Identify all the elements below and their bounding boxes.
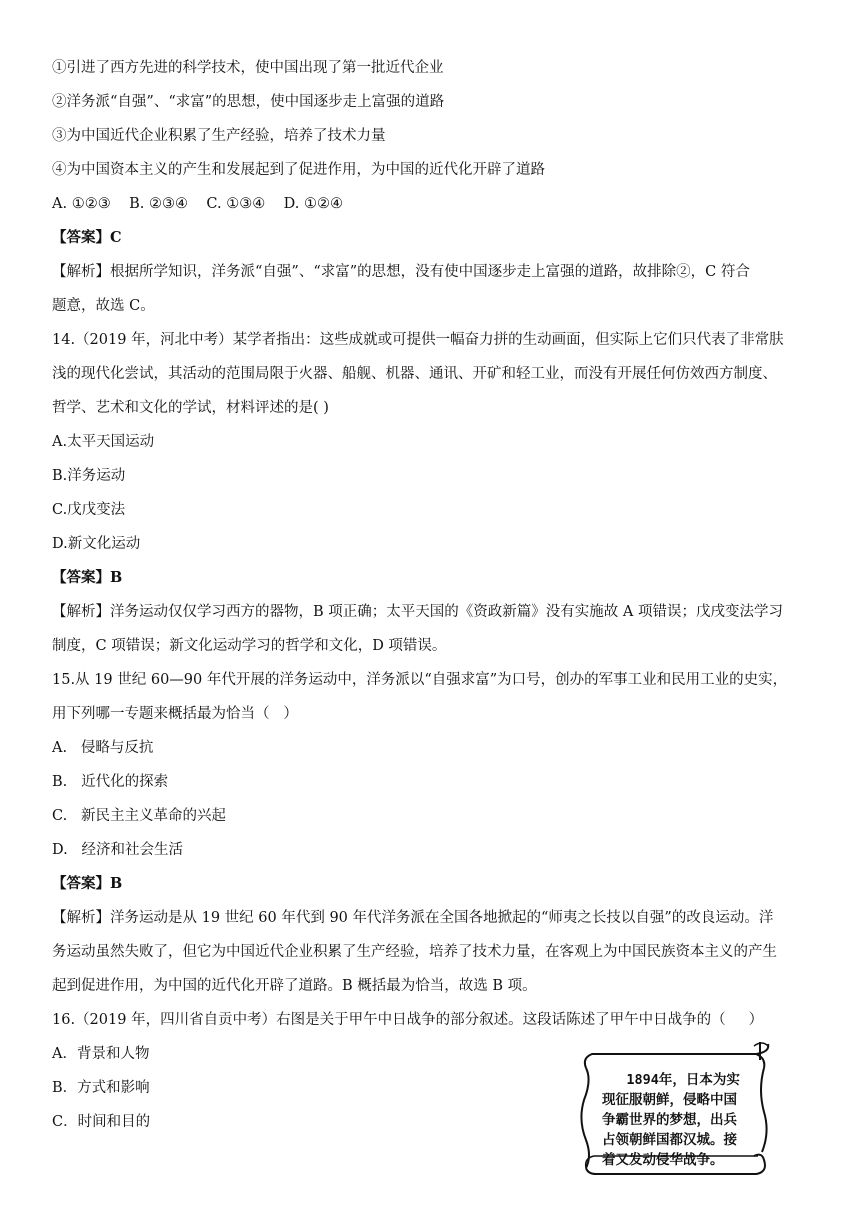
q16-option-a: A．背景和人物: [52, 1046, 150, 1062]
q15-option-b: B. 近代化的探索: [52, 774, 169, 790]
scroll-line-3: 争霸世界的梦想，出兵: [602, 1112, 737, 1128]
q14-stem-line-3: 哲学、艺术和文化的学试，材料评述的是( ): [52, 400, 329, 416]
scroll-text: [602, 1070, 762, 1170]
q14-option-a: A.太平天国运动: [52, 434, 155, 450]
q15-option-d: D. 经济和社会生活: [52, 842, 184, 858]
q13-option-3: ③为中国近代企业积累了生产经验，培养了技术力量: [52, 128, 386, 144]
q14-answer: 【答案】B: [52, 569, 123, 586]
q14-stem-line-1: 14.（2019 年，河北中考）某学者指出：这些成就或可提供一幅奋力拼的生动画面，但实际上它们只代表了非常肤: [52, 332, 784, 348]
q13-option-1: ①引进了西方先进的科学技术，使中国出现了第一批近代企业: [52, 60, 444, 76]
q14-analysis-line-1: 【解析】洋务运动仅仅学习西方的器物，B 项正确；太平天国的《资政新篇》没有实施故 A 项错误；戊戌变法学习: [52, 604, 783, 620]
q15-analysis-line-2: 务运动虽然失败了，但它为中国近代企业积累了生产经验，培养了技术力量，在客观上为中国民族资本主义的产生: [52, 944, 777, 960]
scroll-line-1: 1894年，日本为实: [602, 1072, 740, 1088]
q14-analysis-line-2: 制度，C 项错误；新文化运动学习的哲学和文化，D 项错误。: [52, 638, 447, 654]
q15-stem-line-2: 用下列哪一专题来概括最为恰当（ ）: [52, 706, 298, 722]
q14-option-c: C.戊戊变法: [52, 502, 126, 518]
q13-option-4: ④为中国资本主义的产生和发展起到了促进作用，为中国的近代化开辟了道路: [52, 162, 545, 178]
scroll-line-4: 占领朝鲜国都汉城。接: [602, 1132, 737, 1148]
q13-answer: 【答案】C: [52, 229, 122, 246]
scroll-line-2: 现征服朝鲜，侵略中国: [602, 1092, 737, 1108]
scroll-line-5: 着又发动侵华战争。: [602, 1152, 724, 1168]
q13-choices: A. ①②③ B. ②③④ C. ①③④ D. ①②④: [52, 196, 343, 212]
q13-option-2: ②洋务派“自强”、“求富”的思想，使中国逐步走上富强的道路: [52, 94, 445, 110]
q14-stem-line-2: 浅的现代化尝试，其活动的范围局限于火器、船舰、机器、通讯、开矿和轻工业，而没有开展任何仿效西方制度、: [52, 366, 777, 382]
q15-option-a: A. 侵略与反抗: [52, 740, 154, 756]
q14-option-d: D.新文化运动: [52, 536, 141, 552]
q15-analysis-line-3: 起到促进作用，为中国的近代化开辟了道路。B 概括最为恰当，故选 B 项。: [52, 978, 537, 994]
q15-answer: 【答案】B: [52, 875, 123, 892]
q14-option-b: B.洋务运动: [52, 468, 126, 484]
q16-stem: 16.（2019 年，四川省自贡中考）右图是关于甲午中日战争的部分叙述。这段话陈述了甲午中日战争的（ ）: [52, 1012, 764, 1028]
scroll-illustration: [578, 1040, 774, 1178]
q15-analysis-line-1: 【解析】洋务运动是从 19 世纪 60 年代到 90 年代洋务派在全国各地掀起的“师夷之长技以自强”的改良运动。洋: [52, 910, 774, 926]
q16-option-b: B．方式和影响: [52, 1080, 150, 1096]
q16-option-c: C．时间和目的: [52, 1114, 151, 1130]
q15-option-c: C. 新民主主义革命的兴起: [52, 808, 227, 824]
q13-analysis-line-1: 【解析】根据所学知识，洋务派“自强”、“求富”的思想，没有使中国逐步走上富强的道路，故排除②，C 符合: [52, 264, 750, 280]
q13-analysis-line-2: 题意，故选 C。: [52, 298, 155, 314]
q15-stem-line-1: 15.从 19 世纪 60—90 年代开展的洋务运动中，洋务派以“自强求富”为口号，创办的军事工业和民用工业的史实，: [52, 672, 788, 688]
